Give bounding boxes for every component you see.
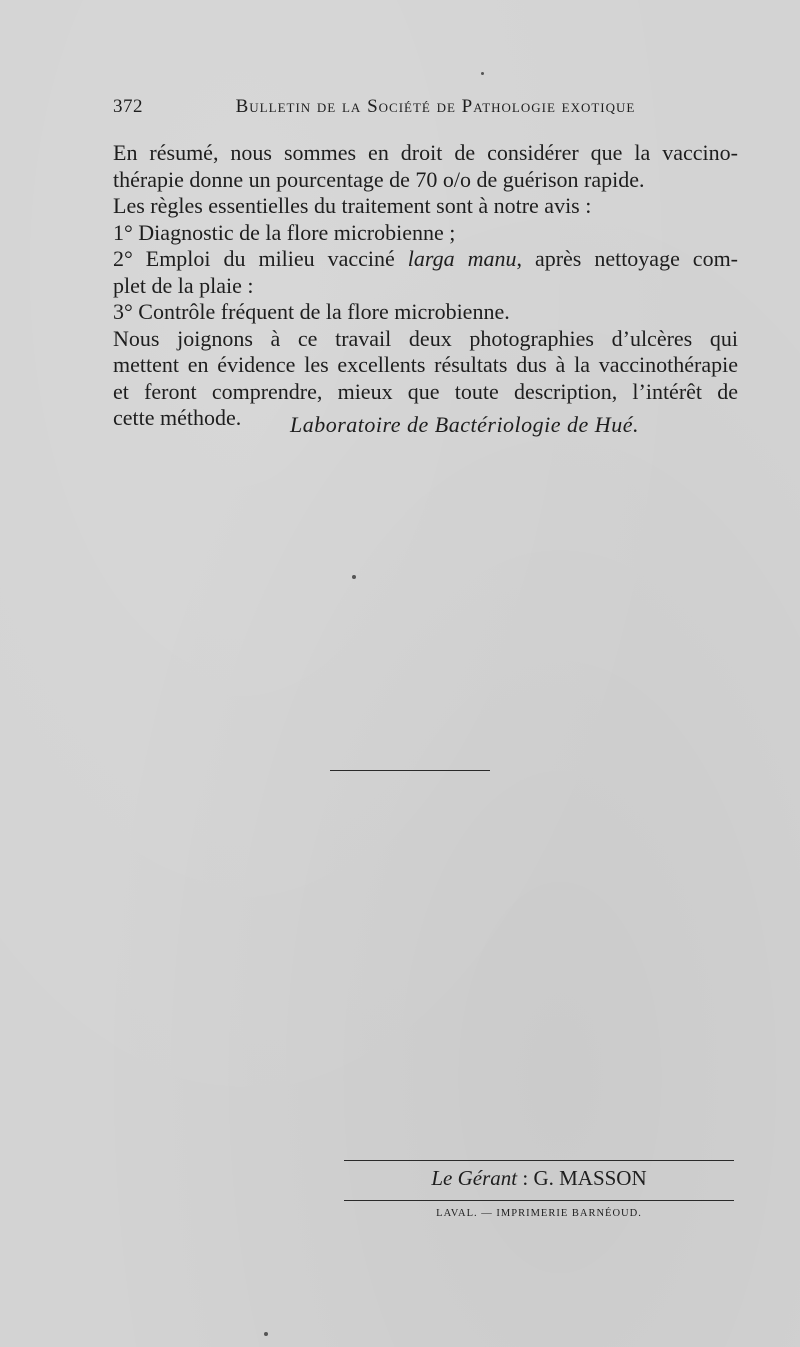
list-item: 3° Contrôle fréquent de la flore microbienne. [113,299,510,324]
body-line: et feront comprendre, mieux que toute description, l’intérêt de [113,378,738,404]
list-item: 1° Diagnostic de la flore microbienne ; [113,219,456,245]
body-line: Les règles essentielles du traitement sont à notre avis : [113,193,592,218]
body-line: cette méthode. [113,405,242,430]
list-item [113,246,738,273]
item2-text-before: 2° Emploi du milieu vacciné [113,246,408,271]
body-line: mettent en évidence les excellents résultats dus à la vaccinothérapie [113,352,738,377]
page-number: 372 [113,96,143,117]
paper-speck [264,1332,268,1336]
journal-title: Bulletin de la Société de Pathologie exotique [235,96,636,117]
item2-text-after: , après nettoyage com- [516,246,739,271]
gerant-line [344,1166,734,1191]
paper-speck [481,72,484,75]
footer-rule-bottom [344,1200,734,1201]
body-text [113,140,738,432]
gerant-label: Le Gérant [431,1166,518,1190]
body-line: Nous joignons à ce travail deux photographies d’ulcères qui [113,325,738,351]
running-head [113,96,738,120]
printer-imprint: LAVAL. — IMPRIMERIE BARNÉOUD. [436,1208,642,1219]
body-line: En résumé, nous sommes en droit de considérer que la vaccino- [113,140,738,165]
gerant-separator: : [517,1166,534,1190]
paper-speck [352,575,356,579]
latin-phrase: larga manu [407,246,517,271]
footer-rule-top [344,1160,734,1161]
gerant-name: G. MASSON [533,1166,647,1190]
laboratory-signature: Laboratoire de Bactériologie de Hué. [290,412,639,437]
section-divider [330,770,490,771]
body-line: thérapie donne un pourcentage de 70 o/o de guérison rapide. [113,166,645,192]
body-line: plet de la plaie : [113,272,254,298]
